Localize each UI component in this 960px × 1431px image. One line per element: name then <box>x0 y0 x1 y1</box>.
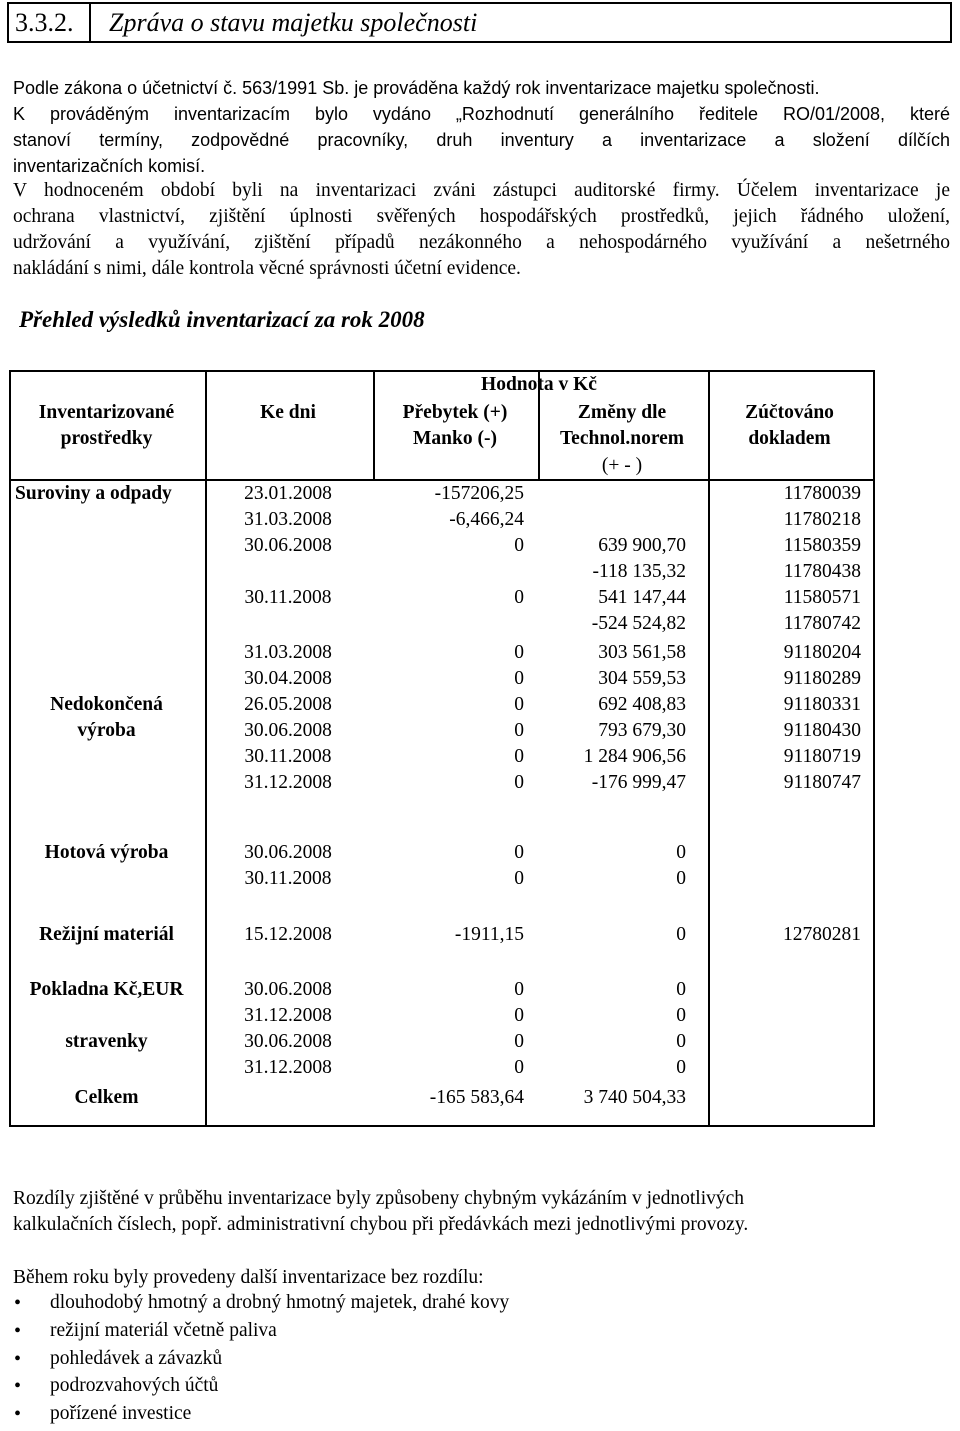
cell-doklad: 91180747 <box>783 772 861 793</box>
cell-doklad: 11580571 <box>783 587 861 608</box>
section-number: 3.3.2. <box>9 4 91 41</box>
cell-zmeny: 0 <box>676 868 686 889</box>
cell-prebytek: 0 <box>514 868 524 889</box>
cell-zmeny: 0 <box>676 1057 686 1078</box>
total-zmeny: 3 740 504,33 <box>583 1087 686 1108</box>
cell-doklad: 91180204 <box>783 642 861 663</box>
cell-ke-dni: 31.12.2008 <box>244 1005 332 1026</box>
list-item: pořízené investice <box>50 1403 192 1424</box>
body-line-3: udržování a využívání, zjištění případů nezákonného a nehospodárného využívání a nešetrného <box>13 232 950 253</box>
list-intro: Během roku byly provedeny další inventarizace bez rozdílu: <box>13 1267 484 1288</box>
group-rezijni: Režijní materiál <box>39 924 174 945</box>
header-zmeny: Změny dle <box>577 402 667 423</box>
cell-doklad: 11780218 <box>783 509 861 530</box>
cell-prebytek: 0 <box>514 1005 524 1026</box>
cell-zmeny: 639 900,70 <box>598 535 686 556</box>
intro-line-4: inventarizačních komisí. <box>13 156 206 176</box>
list-item: pohledávek a závazků <box>50 1348 223 1369</box>
conclusion-line-1: Rozdíly zjištěné v průběhu inventarizace byly způsobeny chybným vykázáním v jednotlivých <box>13 1188 745 1209</box>
cell-doklad: 12780281 <box>783 924 861 945</box>
bullet-glyph: • <box>14 1375 22 1397</box>
body-line-4: nakládání s nimi, dále kontrola věcné správnosti účetní evidence. <box>13 258 521 279</box>
table-title: Přehled výsledků inventarizací za rok 2008 <box>19 307 425 332</box>
cell-ke-dni: 30.11.2008 <box>244 746 332 767</box>
group-nedokoncena-2: výroba <box>77 720 136 741</box>
cell-doklad: 11780039 <box>783 483 861 504</box>
header-inventarizovane: Inventarizované <box>38 402 175 423</box>
intro-line-3: stanoví termíny, zodpovědné pracovníky, druh inventury a inventarizace a složení dílčích <box>13 130 950 150</box>
header-dokladem: dokladem <box>748 428 831 449</box>
cell-ke-dni: 31.03.2008 <box>244 509 332 530</box>
cell-zmeny: 304 559,53 <box>598 668 686 689</box>
cell-doklad: 91180430 <box>783 720 861 741</box>
cell-zmeny: 0 <box>676 979 686 1000</box>
cell-prebytek: 0 <box>514 1031 524 1052</box>
bullet-glyph: • <box>14 1348 22 1370</box>
cell-doklad: 11580359 <box>783 535 861 556</box>
cell-zmeny: -524 524,82 <box>591 613 686 634</box>
cell-ke-dni: 30.11.2008 <box>244 868 332 889</box>
cell-doklad: 11780438 <box>783 561 861 582</box>
cell-doklad: 91180331 <box>783 694 861 715</box>
cell-zmeny: 1 284 906,56 <box>583 746 686 767</box>
section-title: Zpráva o stavu majetku společnosti <box>109 8 478 37</box>
cell-zmeny: 0 <box>676 1031 686 1052</box>
cell-zmeny: 0 <box>676 1005 686 1026</box>
cell-zmeny: 0 <box>676 924 686 945</box>
cell-ke-dni: 31.12.2008 <box>244 1057 332 1078</box>
cell-doklad: 91180719 <box>783 746 861 767</box>
cell-doklad: 91180289 <box>783 668 861 689</box>
cell-ke-dni: 30.11.2008 <box>244 587 332 608</box>
cell-ke-dni: 30.04.2008 <box>244 668 332 689</box>
intro-line-2: K prováděným inventarizacím bylo vydáno „Rozhodnutí generálního ředitele RO/01/2008, které <box>13 104 950 124</box>
list-item: podrozvahových účtů <box>50 1375 219 1396</box>
section-header <box>7 2 952 43</box>
cell-ke-dni: 30.06.2008 <box>244 1031 332 1052</box>
header-prostredky: prostředky <box>60 428 153 449</box>
bullet-glyph: • <box>14 1292 22 1314</box>
cell-ke-dni: 30.06.2008 <box>244 720 332 741</box>
cell-zmeny: 793 679,30 <box>598 720 686 741</box>
cell-doklad: 11780742 <box>783 613 861 634</box>
group-suroviny: Suroviny a odpady <box>15 483 172 504</box>
cell-prebytek: 0 <box>514 842 524 863</box>
conclusion-line-2: kalkulačních číslech, popř. administrativní chybou při předávkách mezi jednotlivými provozy. <box>13 1214 749 1235</box>
header-ke-dni: Ke dni <box>260 402 316 423</box>
cell-prebytek: -6,466,24 <box>449 509 524 530</box>
cell-prebytek: -1911,15 <box>454 924 524 945</box>
cell-zmeny: 303 561,58 <box>598 642 686 663</box>
cell-zmeny: 692 408,83 <box>598 694 686 715</box>
cell-ke-dni: 30.06.2008 <box>244 842 332 863</box>
header-manko: Manko (-) <box>413 428 497 449</box>
cell-prebytek: 0 <box>514 720 524 741</box>
cell-prebytek: 0 <box>514 1057 524 1078</box>
cell-zmeny: -118 135,32 <box>592 561 686 582</box>
header-zuctovano: Zúčtováno <box>745 402 834 423</box>
bullet-glyph: • <box>14 1403 22 1425</box>
cell-ke-dni: 23.01.2008 <box>244 483 332 504</box>
group-hotova: Hotová výroba <box>44 842 169 863</box>
cell-prebytek: 0 <box>514 535 524 556</box>
group-pokladna: Pokladna Kč,EUR <box>29 979 184 1000</box>
header-prebytek: Přebytek (+) <box>402 402 508 423</box>
header-plus-minus: (+ - ) <box>601 455 643 476</box>
cell-prebytek: 0 <box>514 979 524 1000</box>
bullet-glyph: • <box>14 1320 22 1342</box>
cell-prebytek: 0 <box>514 587 524 608</box>
cell-ke-dni: 31.03.2008 <box>244 642 332 663</box>
intro-line-1: Podle zákona o účetnictví č. 563/1991 Sb. je prováděna každý rok inventarizace majetku společnosti. <box>13 78 820 98</box>
cell-zmeny: 0 <box>676 842 686 863</box>
group-stravenky: stravenky <box>65 1031 148 1052</box>
cell-prebytek: -157206,25 <box>434 483 524 504</box>
header-hodnota: Hodnota v Kč <box>481 374 597 395</box>
body-line-1: V hodnoceném období byli na inventarizaci zváni zástupci auditorské firmy. Účelem inventarizace je <box>13 180 950 201</box>
group-nedokoncena-1: Nedokončená <box>50 694 163 715</box>
list-item: režijní materiál včetně paliva <box>50 1320 277 1341</box>
cell-prebytek: 0 <box>514 668 524 689</box>
cell-prebytek: 0 <box>514 642 524 663</box>
header-technol: Technol.norem <box>559 428 685 449</box>
cell-ke-dni: 26.05.2008 <box>244 694 332 715</box>
cell-prebytek: 0 <box>514 694 524 715</box>
cell-zmeny: -176 999,47 <box>591 772 686 793</box>
total-prebytek: -165 583,64 <box>429 1087 524 1108</box>
group-celkem: Celkem <box>74 1087 139 1108</box>
cell-ke-dni: 30.06.2008 <box>244 535 332 556</box>
cell-ke-dni: 15.12.2008 <box>244 924 332 945</box>
cell-prebytek: 0 <box>514 772 524 793</box>
cell-ke-dni: 30.06.2008 <box>244 979 332 1000</box>
body-line-2: ochrana vlastnictví, zjištění úplnosti svěřených hospodářských prostředků, jejich řádného uložení, <box>13 206 950 227</box>
list-item: dlouhodobý hmotný a drobný hmotný majetek, drahé kovy <box>50 1292 510 1313</box>
cell-zmeny: 541 147,44 <box>598 587 686 608</box>
cell-prebytek: 0 <box>514 746 524 767</box>
cell-ke-dni: 31.12.2008 <box>244 772 332 793</box>
